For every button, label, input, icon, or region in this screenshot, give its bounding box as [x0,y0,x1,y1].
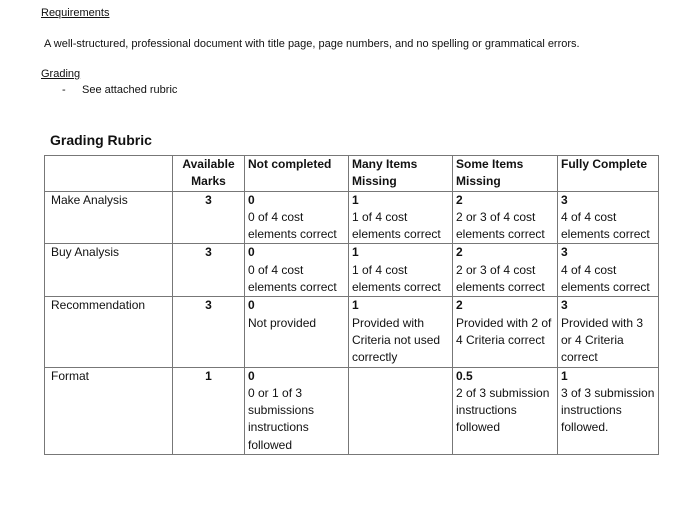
header-some-items-missing: Some Items Missing [453,156,558,192]
grading-bullet [62,84,177,96]
cell-desc: 2 or 3 of 4 cost elements correct [456,209,545,242]
rubric-cell [349,191,453,244]
table-row [45,367,659,454]
rubric-cell [245,367,349,454]
cell-score: 3 [561,192,568,207]
rubric-cell [349,367,453,454]
rubric-header-row [45,156,659,192]
cell-desc: 3 of 3 submission instructions followed. [561,385,655,435]
table-row [45,297,659,367]
rubric-cell [453,191,558,244]
cell-score: 2 [456,192,463,207]
rubric-cell [349,244,453,297]
rubric-cell [558,367,659,454]
row-marks: 3 [173,297,245,367]
cell-desc: 4 of 4 cost elements correct [561,262,650,295]
rubric-cell [245,297,349,367]
rubric-table [44,155,659,455]
row-label: Format [45,367,173,454]
header-not-completed: Not completed [245,156,349,192]
cell-desc: 0 or 1 of 3 submissions instructions followed [248,385,315,452]
row-marks: 3 [173,244,245,297]
rubric-cell [453,244,558,297]
rubric-cell [558,191,659,244]
grading-bullet-text: See attached rubric [82,84,178,96]
cell-score: 0 [248,368,255,383]
cell-desc: 1 of 4 cost elements correct [352,262,441,295]
rubric-cell [245,191,349,244]
cell-score: 1 [352,245,359,260]
cell-score: 0 [248,192,255,207]
cell-desc: Not provided [248,315,317,330]
table-row [45,191,659,244]
bullet-dash: - [62,84,66,96]
row-label: Recommendation [45,297,173,367]
rubric-cell [558,297,659,367]
requirements-heading: Requirements [41,7,110,19]
cell-score: 3 [561,298,568,313]
rubric-title: Grading Rubric [50,132,152,148]
requirements-text: A well-structured, professional document with title page, page numbers, and no spelling or grammatical errors. [44,38,580,50]
header-available-marks: Available Marks [173,156,245,192]
row-marks: 3 [173,191,245,244]
rubric-cell [558,244,659,297]
header-fully-complete: Fully Complete [558,156,659,192]
cell-score: 0.5 [456,368,473,383]
rubric-cell [453,297,558,367]
cell-desc: 2 or 3 of 4 cost elements correct [456,262,545,295]
cell-score: 3 [561,245,568,260]
cell-score: 1 [352,192,359,207]
cell-desc: 1 of 4 cost elements correct [352,209,441,242]
header-criterion [45,156,173,192]
row-label: Buy Analysis [45,244,173,297]
cell-score: 2 [456,245,463,260]
cell-desc: Provided with 3 or 4 Criteria correct [561,315,644,365]
cell-desc: 0 of 4 cost elements correct [248,209,337,242]
rubric-cell [245,244,349,297]
row-marks: 1 [173,367,245,454]
cell-desc: Provided with Criteria not used correctly [352,315,441,365]
cell-desc: Provided with 2 of 4 Criteria correct [456,315,552,347]
header-many-items-missing: Many Items Missing [349,156,453,192]
cell-score: 2 [456,298,463,313]
cell-score: 0 [248,298,255,313]
table-row [45,244,659,297]
cell-score: 0 [248,245,255,260]
cell-desc: 4 of 4 cost elements correct [561,209,650,242]
cell-desc: 2 of 3 submission instructions followed [456,385,550,435]
cell-score: 1 [352,298,359,313]
cell-desc: 0 of 4 cost elements correct [248,262,337,295]
cell-score: 1 [561,368,568,383]
grading-heading: Grading [41,68,81,80]
rubric-cell [349,297,453,367]
rubric-cell [453,367,558,454]
row-label: Make Analysis [45,191,173,244]
